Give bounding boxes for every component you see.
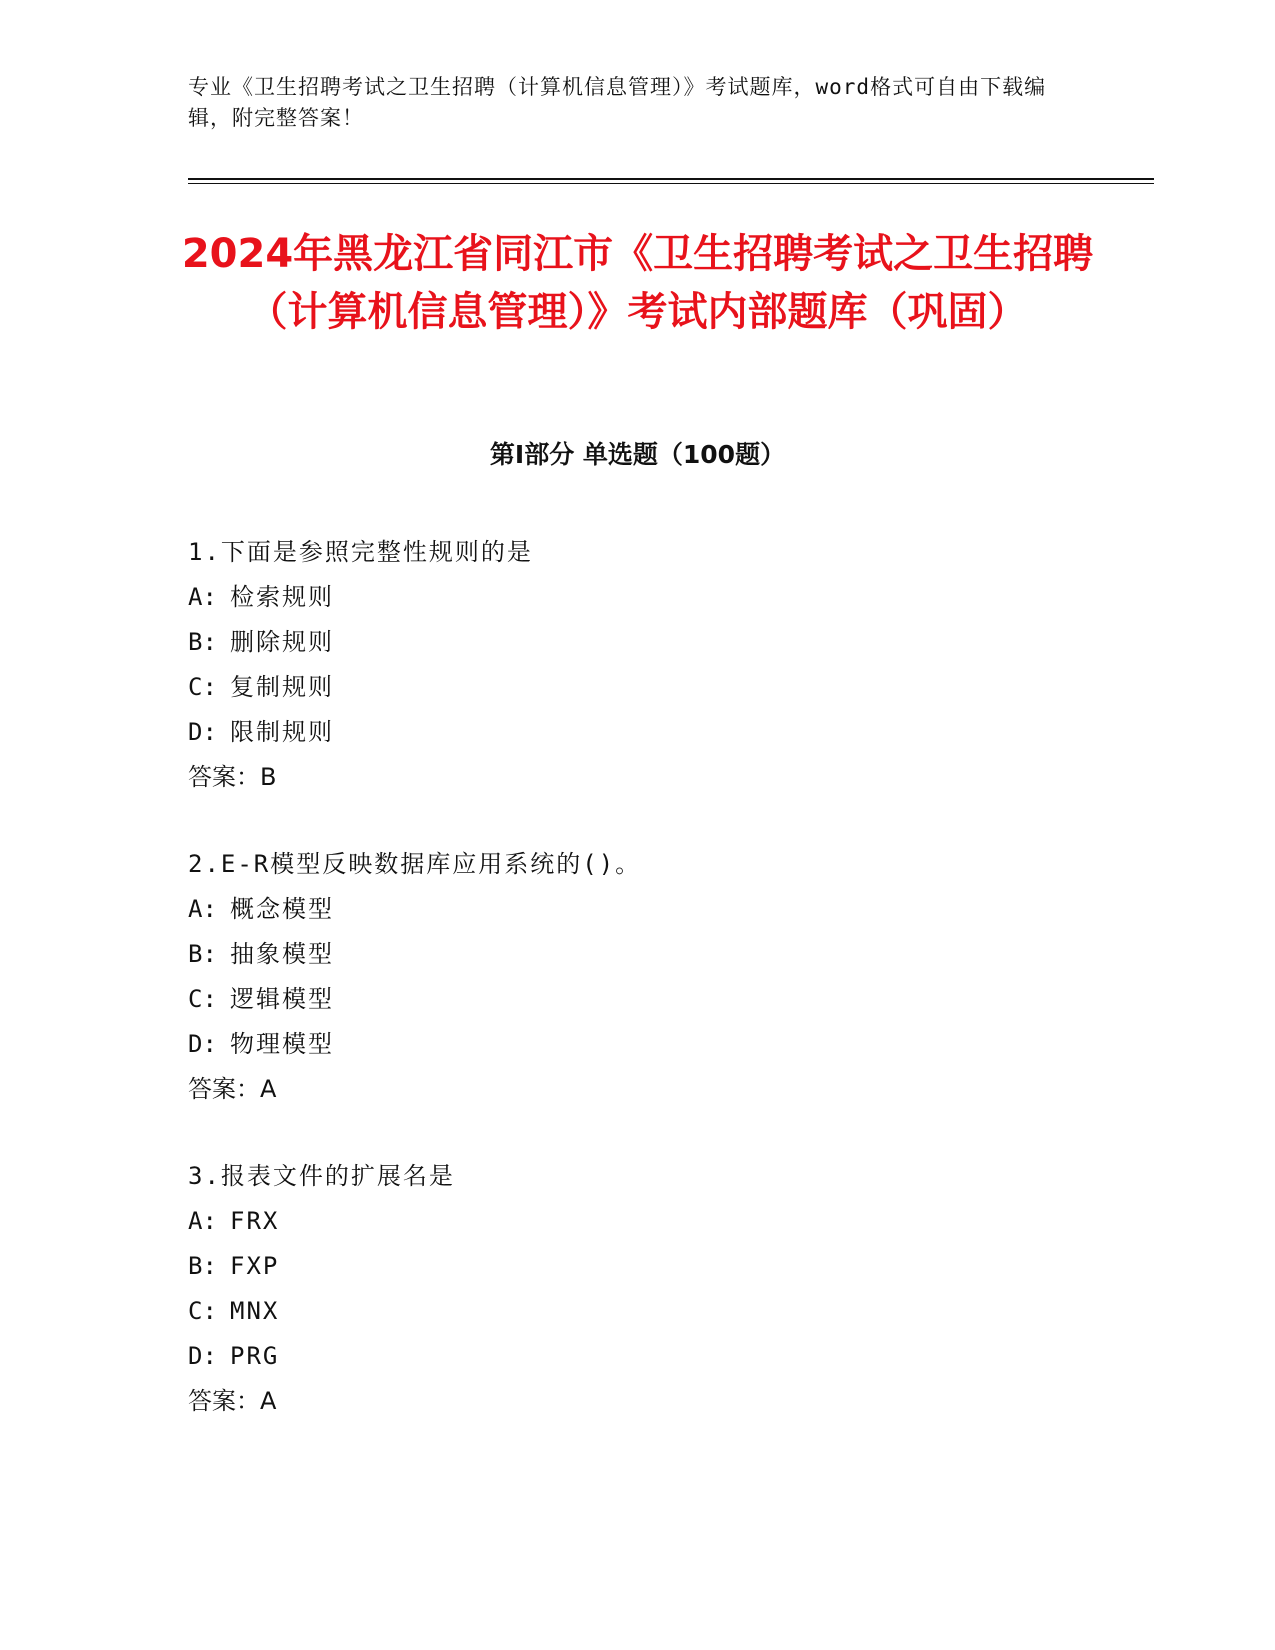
option-letter: A: (188, 895, 217, 923)
question-1 (188, 530, 1088, 800)
document-title: 2024年黑龙江省同江市《卫生招聘考试之卫生招聘（计算机信息管理）》考试内部题库（巩固） (181, 231, 1094, 335)
option-text: 物理模型 (230, 1030, 334, 1058)
option-text: 删除规则 (230, 628, 334, 656)
option-letter: B: (188, 628, 217, 656)
option-letter: A: (188, 1207, 217, 1235)
option-text: 逻辑模型 (230, 985, 334, 1013)
option-a (188, 887, 1088, 932)
option-c (188, 1289, 1088, 1334)
option-letter: C: (188, 985, 217, 1013)
option-d (188, 710, 1088, 755)
option-text: 复制规则 (230, 673, 334, 701)
option-b (188, 1244, 1088, 1289)
option-letter: C: (188, 673, 217, 701)
header-divider-thick (188, 178, 1154, 180)
answer-line: 答案：A (188, 1387, 277, 1415)
question-stem: 1.下面是参照完整性规则的是 (188, 538, 533, 566)
option-a (188, 1199, 1088, 1244)
option-letter: D: (188, 1342, 217, 1370)
option-b (188, 620, 1088, 665)
question-3 (188, 1154, 1088, 1424)
header-note: 专业《卫生招聘考试之卫生招聘（计算机信息管理）》考试题库，word格式可自由下载编辑，附完整答案！ (188, 75, 1047, 130)
answer-line: 答案：A (188, 1075, 277, 1103)
option-a (188, 575, 1088, 620)
option-text: 抽象模型 (230, 940, 334, 968)
option-text: MNX (230, 1297, 280, 1325)
option-text: PRG (230, 1342, 280, 1370)
option-text: 检索规则 (230, 583, 334, 611)
option-text: FRX (230, 1207, 280, 1235)
option-text: FXP (230, 1252, 280, 1280)
option-letter: A: (188, 583, 217, 611)
option-letter: B: (188, 1252, 217, 1280)
answer-line: 答案：B (188, 763, 277, 791)
option-letter: B: (188, 940, 217, 968)
option-letter: D: (188, 718, 217, 746)
question-2 (188, 842, 1088, 1112)
option-d (188, 1022, 1088, 1067)
section-title: 第I部分 单选题（100题） (489, 440, 786, 469)
question-list (188, 530, 1088, 1466)
question-stem: 2.E-R模型反映数据库应用系统的()。 (188, 850, 642, 878)
option-c (188, 665, 1088, 710)
option-letter: C: (188, 1297, 217, 1325)
option-b (188, 932, 1088, 977)
option-d (188, 1334, 1088, 1379)
header-divider-thin (188, 183, 1154, 184)
option-text: 概念模型 (230, 895, 334, 923)
option-text: 限制规则 (230, 718, 334, 746)
option-letter: D: (188, 1030, 217, 1058)
question-stem: 3.报表文件的扩展名是 (188, 1162, 455, 1190)
option-c (188, 977, 1088, 1022)
